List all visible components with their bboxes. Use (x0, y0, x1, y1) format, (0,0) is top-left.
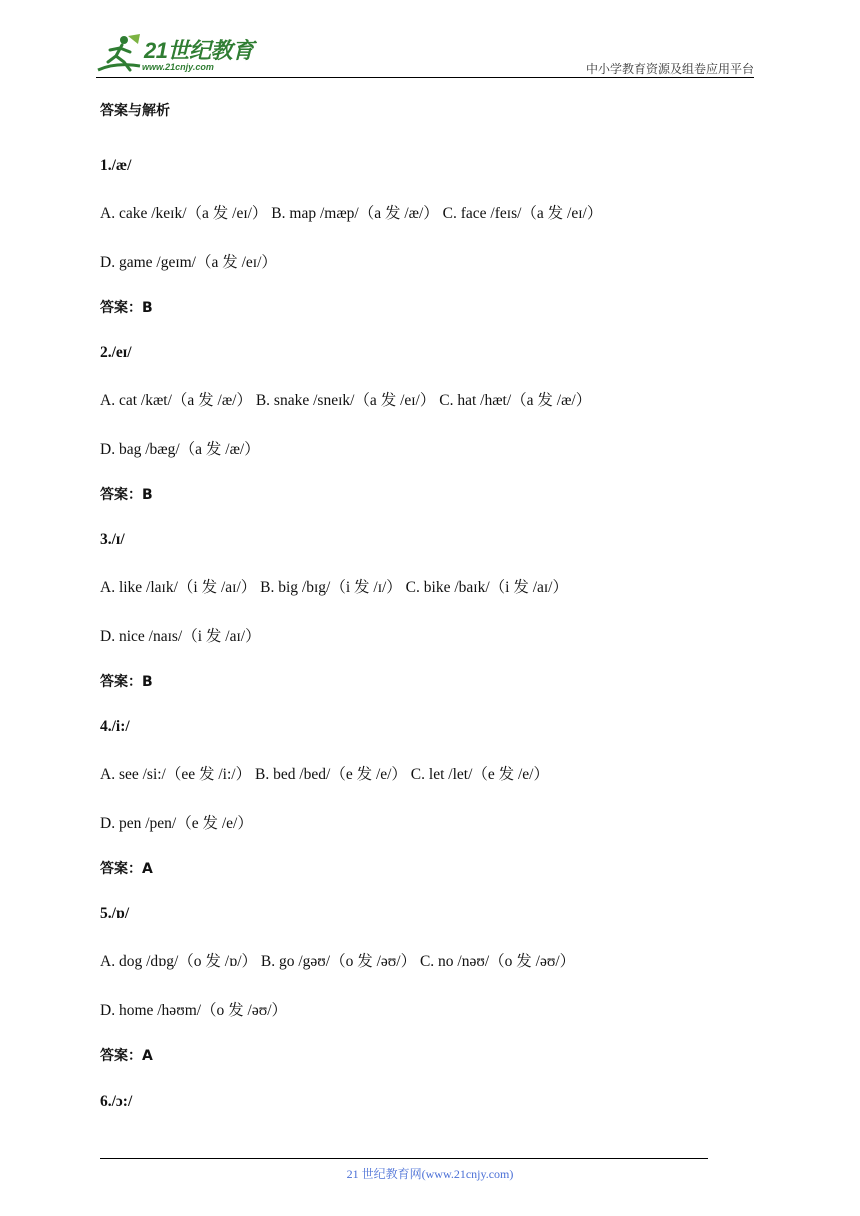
runner-logo-icon (96, 32, 144, 76)
question-options: A. cat /kæt/（a 发 /æ/） B. snake /sneɪk/（a 发 /eɪ/） C. hat /hæt/（a 发 /æ/） (100, 392, 592, 409)
header-divider (96, 77, 754, 78)
question-heading: 2./eɪ/ (100, 344, 132, 361)
site-logo (96, 32, 266, 78)
question-answer: 答案：B (100, 300, 153, 316)
question-answer: 答案：A (100, 1048, 153, 1064)
question-heading: 6./ɔ:/ (100, 1093, 133, 1110)
question-answer: 答案：B (100, 674, 153, 690)
question-heading: 5./ɒ/ (100, 905, 130, 922)
question-options: A. like /laɪk/（i 发 /aɪ/） B. big /bɪg/（i 发 /ɪ/） C. bike /baɪk/（i 发 /aɪ/） (100, 579, 568, 596)
footer-divider (100, 1158, 708, 1159)
question-options: A. see /si:/（ee 发 /i:/） B. bed /bed/（e 发 /e/） C. let /let/（e 发 /e/） (100, 766, 549, 783)
question-options: D. home /həʊm/（o 发 /əʊ/） (100, 1002, 288, 1019)
logo-url: www.21cnjy.com (142, 62, 214, 72)
logo-text: 21世纪教育 (144, 38, 254, 63)
question-answer: 答案：A (100, 861, 153, 877)
page-header (0, 0, 860, 82)
question-options: A. dog /dɒg/（o 发 /ɒ/） B. go /gəʊ/（o 发 /əʊ/） C. no /nəʊ/（o 发 /əʊ/） (100, 953, 576, 970)
question-options: D. nice /naɪs/（i 发 /aɪ/） (100, 628, 261, 645)
question-options: D. game /geɪm/（a 发 /eɪ/） (100, 254, 277, 271)
question-answer: 答案：B (100, 487, 153, 503)
question-heading: 3./ɪ/ (100, 531, 125, 548)
section-title: 答案与解析 (100, 103, 170, 119)
platform-name: 中小学教育资源及组卷应用平台 (585, 62, 754, 76)
question-heading: 1./æ/ (100, 157, 132, 174)
question-heading: 4./i:/ (100, 718, 130, 735)
question-options: A. cake /keɪk/（a 发 /eɪ/） B. map /mæp/（a 发 /æ/） C. face /feɪs/（a 发 /eɪ/） (100, 205, 603, 222)
question-options: D. bag /bæg/（a 发 /æ/） (100, 441, 260, 458)
question-options: D. pen /pen/（e 发 /e/） (100, 815, 253, 832)
page-footer[interactable]: 21 世纪教育网(www.21cnjy.com) (346, 1167, 514, 1181)
